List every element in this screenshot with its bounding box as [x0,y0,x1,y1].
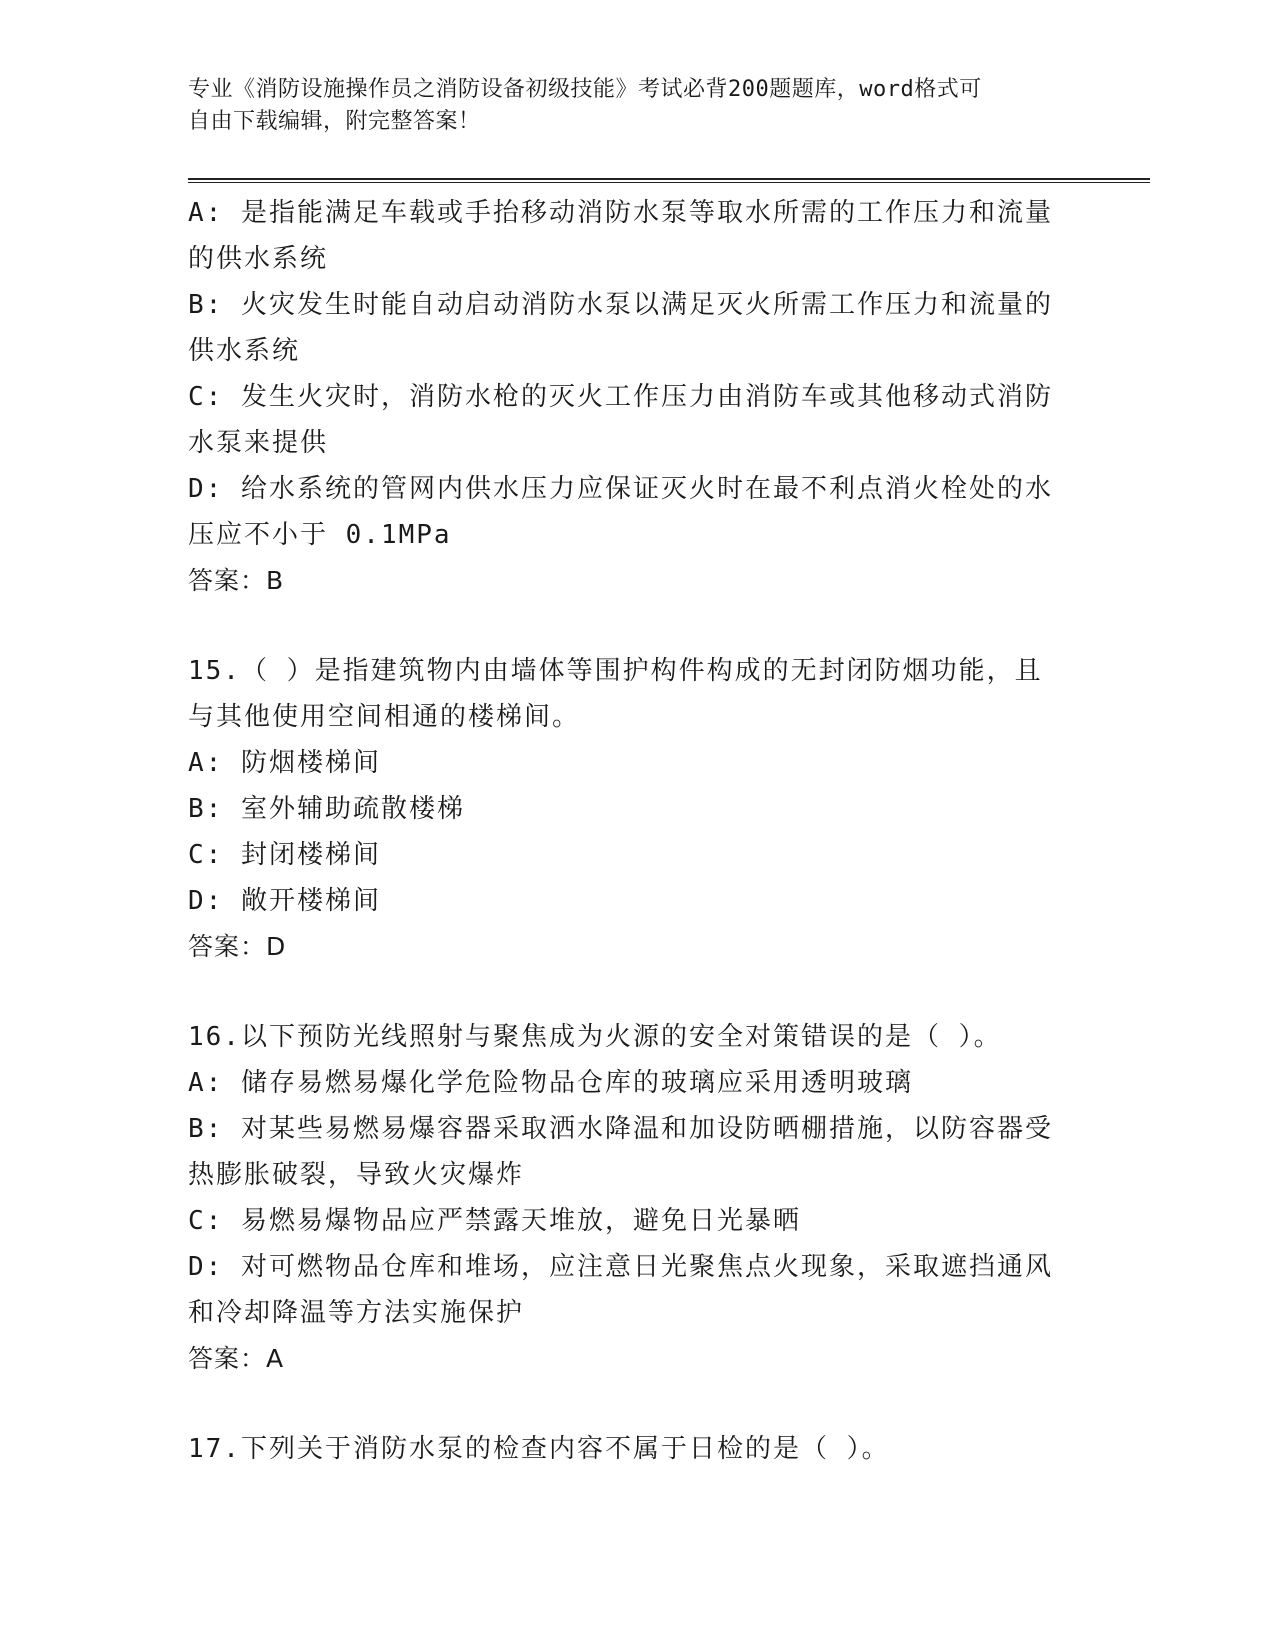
header-line-1: 专业《消防设施操作员之消防设备初级技能》考试必背200题题库，word格式可 [188,77,982,102]
spacer [188,970,1088,1014]
option-c: C: 易燃易爆物品应严禁露天堆放，避免日光暴晒 [188,1206,801,1236]
option-a-line-2: 的供水系统 [188,244,329,274]
question-14 [188,190,1088,604]
question-content [188,190,1088,1472]
option-b-line-2: 供水系统 [188,336,301,366]
answer-label: 答案：B [188,566,285,595]
option-d-line-2: 压应不小于 0.1MPa [188,520,452,550]
option-c-line-1: C: 发生火灾时，消防水枪的灭火工作压力由消防车或其他移动式消防 [188,382,1053,412]
option-a: A: 防烟楼梯间 [188,748,381,778]
header-divider [188,178,1150,183]
option-d-line-1: D: 对可燃物品仓库和堆场，应注意日光聚焦点火现象，采取遮挡通风 [188,1252,1053,1282]
spacer [188,1382,1088,1426]
answer-label: 答案：D [188,932,287,961]
page-header [188,74,1068,138]
question-stem-line-1: 15.（ ）是指建筑物内由墙体等围护构件构成的无封闭防烟功能，且 [188,656,1043,686]
option-a: A: 储存易燃易爆化学危险物品仓库的玻璃应采用透明玻璃 [188,1068,913,1098]
option-b-line-1: B: 对某些易燃易爆容器采取洒水降温和加设防晒棚措施，以防容器受 [188,1114,1053,1144]
spacer [188,604,1088,648]
question-15 [188,648,1088,970]
option-b-line-1: B: 火灾发生时能自动启动消防水泵以满足灭火所需工作压力和流量的 [188,290,1053,320]
option-d-line-1: D: 给水系统的管网内供水压力应保证灭火时在最不利点消火栓处的水 [188,474,1053,504]
option-a-line-1: A: 是指能满足车载或手抬移动消防水泵等取水所需的工作压力和流量 [188,198,1053,228]
option-c: C: 封闭楼梯间 [188,840,381,870]
question-stem: 17.下列关于消防水泵的检查内容不属于日检的是（ ）。 [188,1434,890,1464]
header-line-2: 自由下载编辑，附完整答案！ [188,109,481,134]
option-d-line-2: 和冷却降温等方法实施保护 [188,1298,525,1328]
question-stem-line-2: 与其他使用空间相通的楼梯间。 [188,702,581,732]
question-stem: 16.以下预防光线照射与聚焦成为火源的安全对策错误的是（ ）。 [188,1022,1002,1052]
option-b-line-2: 热膨胀破裂，导致火灾爆炸 [188,1160,525,1190]
option-b: B: 室外辅助疏散楼梯 [188,794,465,824]
option-d: D: 敞开楼梯间 [188,886,381,916]
question-16 [188,1014,1088,1382]
option-c-line-2: 水泵来提供 [188,428,329,458]
question-17 [188,1426,1088,1472]
answer-label: 答案：A [188,1344,285,1373]
